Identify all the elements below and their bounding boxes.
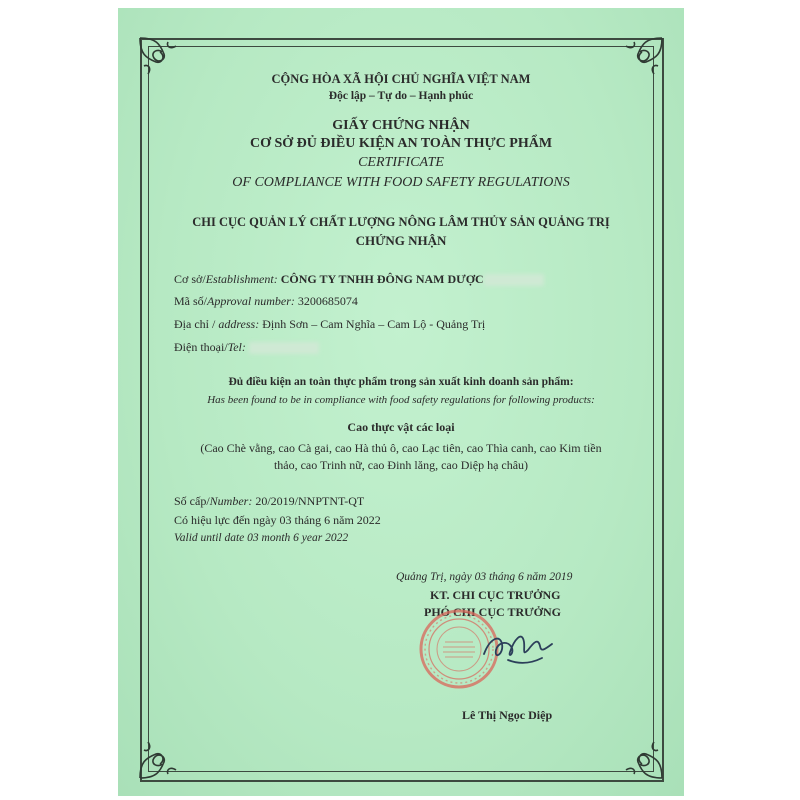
address-label: Địa chỉ / xyxy=(174,317,219,331)
products-list-line1: (Cao Chè vằng, cao Cà gai, cao Hà thủ ô, cao Lạc tiên, cao Thìa canh, cao Kim tiền xyxy=(200,441,602,455)
title-en-line2: OF COMPLIANCE WITH FOOD SAFETY REGULATIONS xyxy=(232,175,570,190)
establishment-row xyxy=(174,272,544,287)
approval-value: 3200685074 xyxy=(297,294,358,308)
phone-label: Điện thoại/ xyxy=(174,340,228,354)
products-list-line2: thảo, cao Trinh nữ, cao Đinh lăng, cao Diệp hạ châu) xyxy=(273,458,529,472)
motto: Độc lập – Tự do – Hạnh phúc xyxy=(328,90,474,102)
issuing-agency: CHI CỤC QUẢN LÝ CHẤT LƯỢNG NÔNG LÂM THỦY SẢN QUẢNG TRỊ xyxy=(192,215,610,229)
number-label: Số cấp/ xyxy=(174,494,210,508)
approval-label: Mã số/ xyxy=(174,294,207,308)
compliance-en: Has been found to be in compliance with food safety regulations for following products: xyxy=(207,394,595,406)
products-heading: Cao thực vật các loại xyxy=(347,420,455,434)
signature xyxy=(478,620,558,670)
certifies-heading: CHỨNG NHẬN xyxy=(355,233,447,248)
redacted-block xyxy=(249,342,319,354)
title-vi-line2: CƠ SỞ ĐỦ ĐIỀU KIỆN AN TOÀN THỰC PHẨM xyxy=(249,136,553,151)
redacted-block xyxy=(484,274,544,286)
approval-row xyxy=(174,294,358,309)
approval-label-en: Approval number: xyxy=(207,294,295,308)
number-label-en: Number: xyxy=(209,494,253,508)
number-value: 20/2019/NNPTNT-QT xyxy=(255,494,365,508)
corner-ornament-icon xyxy=(606,722,666,782)
republic-heading: CỘNG HÒA XÃ HỘI CHỦ NGHĨA VIỆT NAM xyxy=(271,72,531,86)
place-date: Quảng Trị, ngày 03 tháng 6 năm 2019 xyxy=(396,571,573,583)
title-en-line1: CERTIFICATE xyxy=(358,155,444,170)
signer-name: Lê Thị Ngọc Diệp xyxy=(462,708,553,722)
address-label-en: address: xyxy=(218,317,260,331)
address-value: Định Sơn – Cam Nghĩa – Cam Lộ - Quảng Trị xyxy=(262,317,486,331)
validity-vi: Có hiệu lực đến ngày 03 tháng 6 năm 2022 xyxy=(174,513,381,527)
phone-row xyxy=(174,340,319,355)
phone-label-en: Tel: xyxy=(227,340,246,354)
number-row xyxy=(174,494,364,509)
signer-role-2: PHÓ CHI CỤC TRƯỞNG xyxy=(424,605,562,619)
compliance-vi: Đủ điều kiện an toàn thực phẩm trong sản xuất kinh doanh sản phẩm: xyxy=(228,376,574,388)
address-row xyxy=(174,317,485,332)
establishment-value: CÔNG TY TNHH ĐÔNG NAM DƯỢC xyxy=(280,272,484,286)
establishment-label-en: Establishment: xyxy=(205,272,278,286)
title-vi-line1: GIẤY CHỨNG NHẬN xyxy=(332,118,470,133)
signer-role-1: KT. CHI CỤC TRƯỞNG xyxy=(430,588,561,602)
corner-ornament-icon xyxy=(136,722,196,782)
validity-en: Valid until date 03 month 6 year 2022 xyxy=(174,532,349,544)
establishment-label: Cơ sở/ xyxy=(174,272,206,286)
certificate-paper xyxy=(118,8,684,796)
